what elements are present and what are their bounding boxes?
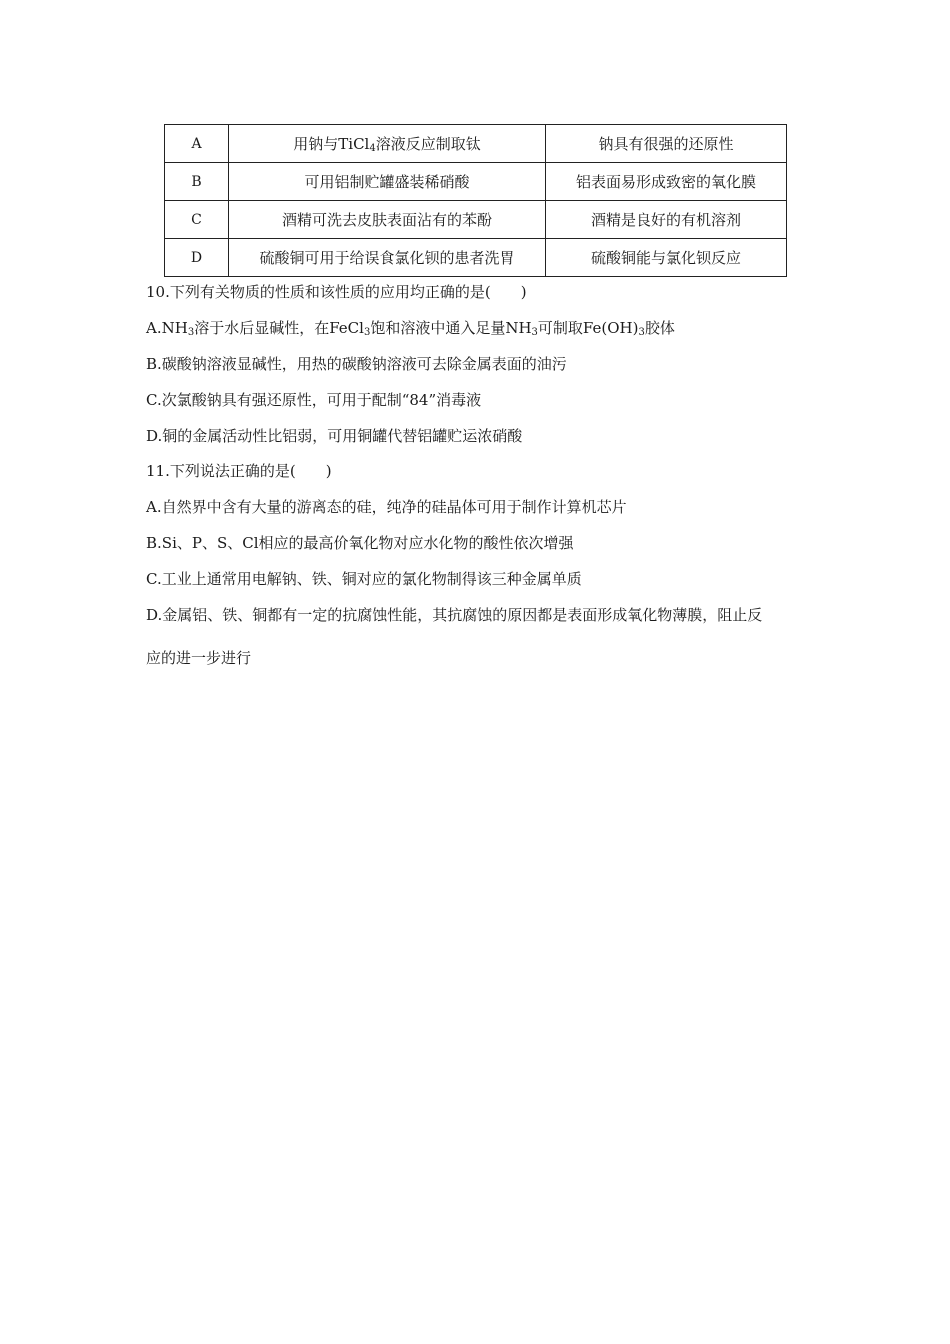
question-10-option-d: D.铜的金属活动性比铝弱，可用铜罐代替铝罐贮运浓硝酸	[146, 427, 523, 445]
row-label: C	[165, 201, 229, 239]
row-statement: 酒精可洗去皮肤表面沾有的苯酚	[229, 201, 546, 239]
question-10-option-c: C.次氯酸钠具有强还原性，可用于配制“84”消毒液	[146, 391, 482, 409]
question-11-option-b: B.Si、P、S、Cl相应的最高价氧化物对应水化物的酸性依次增强	[146, 534, 574, 552]
question-11-option-a: A.自然界中含有大量的游离态的硅，纯净的硅晶体可用于制作计算机芯片	[146, 498, 627, 516]
question-11-option-d-line2: 应的进一步进行	[146, 649, 252, 667]
row-label: D	[165, 239, 229, 277]
question-11-option-d-line1: D.金属铝、铁、铜都有一定的抗腐蚀性能，其抗腐蚀的原因都是表面形成氧化物薄膜，阻止反	[146, 606, 763, 624]
question-10-option-b: B.碳酸钠溶液显碱性，用热的碳酸钠溶液可去除金属表面的油污	[146, 355, 567, 373]
table-row	[165, 201, 787, 239]
question-10-option-a: $A.NH_3$溶于水后显碱性，在FeCl$_3$饱和溶液中通入足量$NH_3$可制取$Fe(OH)_3$胶体	[146, 319, 675, 338]
options-table	[164, 124, 787, 277]
table-row	[165, 125, 787, 163]
row-statement: 用钠与TiCl$_4$溶液反应制取钛	[229, 125, 546, 163]
question-10-stem: 10.下列有关物质的性质和该性质的应用均正确的是( )	[146, 283, 527, 301]
table-row	[165, 239, 787, 277]
row-label: A	[165, 125, 229, 163]
question-11-option-c: C.工业上通常用电解钠、铁、铜对应的氯化物制得该三种金属单质	[146, 570, 582, 588]
row-reason: 钠具有很强的还原性	[546, 125, 787, 163]
question-11-stem: 11.下列说法正确的是( )	[146, 462, 332, 480]
row-reason: 酒精是良好的有机溶剂	[546, 201, 787, 239]
row-statement: 硫酸铜可用于给误食氯化钡的患者洗胃	[229, 239, 546, 277]
row-reason: 铝表面易形成致密的氧化膜	[546, 163, 787, 201]
row-label: B	[165, 163, 229, 201]
table-row	[165, 163, 787, 201]
row-reason: 硫酸铜能与氯化钡反应	[546, 239, 787, 277]
row-statement: 可用铝制贮罐盛装稀硝酸	[229, 163, 546, 201]
